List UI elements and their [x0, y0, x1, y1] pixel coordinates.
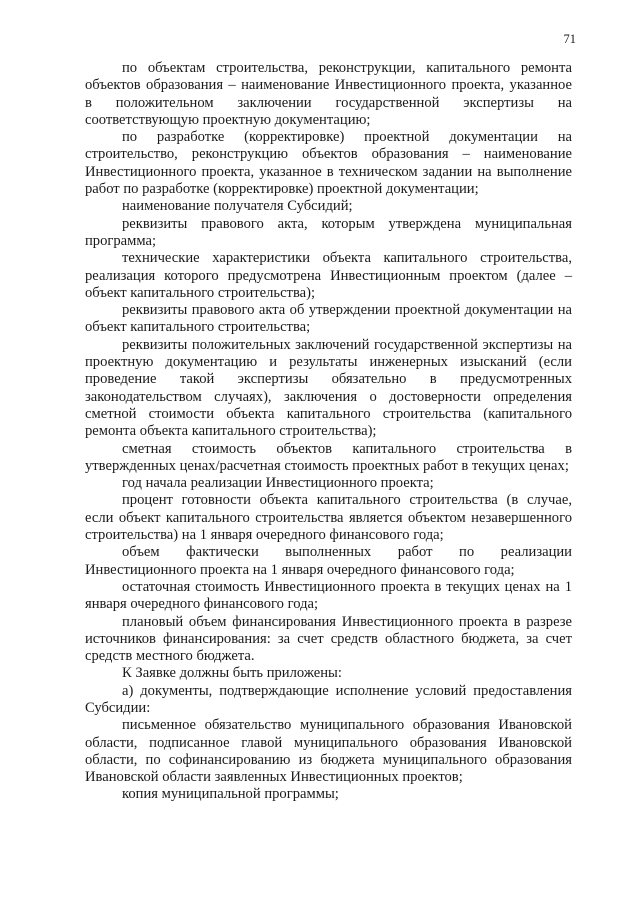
- page-number: 71: [563, 32, 576, 46]
- paragraph: технические характеристики объекта капитального строительства, реализация которого предусмотрена Инвестиционным проектом (далее – объект капитального строительства);: [85, 250, 572, 301]
- paragraph: реквизиты положительных заключений государственной экспертизы на проектную документацию и результаты инженерных изысканий (если проведение такой экспертизы обязательно в предусмотренных законодательством случаях), заключения о достоверности определения сметной стоимости объекта капитального строительства (капитального ремонта объекта капитального строительства);: [85, 336, 572, 440]
- paragraph: сметная стоимость объектов капитального строительства в утвержденных ценах/расчетная стоимость проектных работ в текущих ценах;: [85, 440, 572, 474]
- paragraph: а) документы, подтверждающие исполнение условий предоставления Субсидии:: [85, 682, 572, 716]
- paragraph: процент готовности объекта капитального строительства (в случае, если объект капитального строительства является объектом незавершенного строительства) на 1 января очередного финансового года;: [85, 492, 572, 544]
- paragraph: объем фактически выполненных работ по реализации Инвестиционного проекта на 1 января очередного финансового года;: [85, 544, 572, 578]
- paragraph: реквизиты правового акта, которым утверждена муниципальная программа;: [85, 215, 572, 249]
- paragraph: письменное обязательство муниципального образования Ивановской области, подписанное главой муниципального образования Ивановской области, по софинансированию из бюджета муниципального образования Ивановской области заявленных Инвестиционных проектов;: [85, 717, 572, 786]
- paragraph: остаточная стоимость Инвестиционного проекта в текущих ценах на 1 января очередного финансового года;: [85, 578, 572, 613]
- paragraph: копия муниципальной программы;: [122, 786, 339, 803]
- paragraph: год начала реализации Инвестиционного проекта;: [122, 475, 434, 492]
- paragraph: К Заявке должны быть приложены:: [122, 665, 342, 682]
- paragraph: реквизиты правового акта об утверждении проектной документации на объект капитального строительства;: [85, 302, 572, 336]
- paragraph: наименование получателя Субсидий;: [122, 198, 353, 215]
- paragraph: по разработке (корректировке) проектной документации на строительство, реконструкцию объектов образования – наименование Инвестиционного проекта, указанное в техническом задании на выполнение работ по разработке (корректировке) проектной документации;: [85, 129, 572, 198]
- paragraph: плановый объем финансирования Инвестиционного проекта в разрезе источников финансирования: за счет средств областного бюджета, за счет средств местного бюджета.: [85, 613, 572, 665]
- paragraph: по объектам строительства, реконструкции, капитального ремонта объектов образования – наименование Инвестиционного проекта, указанное в положительном заключении государственной экспертизы на соответствующую проектную документацию;: [85, 60, 572, 128]
- document-body: [85, 60, 572, 804]
